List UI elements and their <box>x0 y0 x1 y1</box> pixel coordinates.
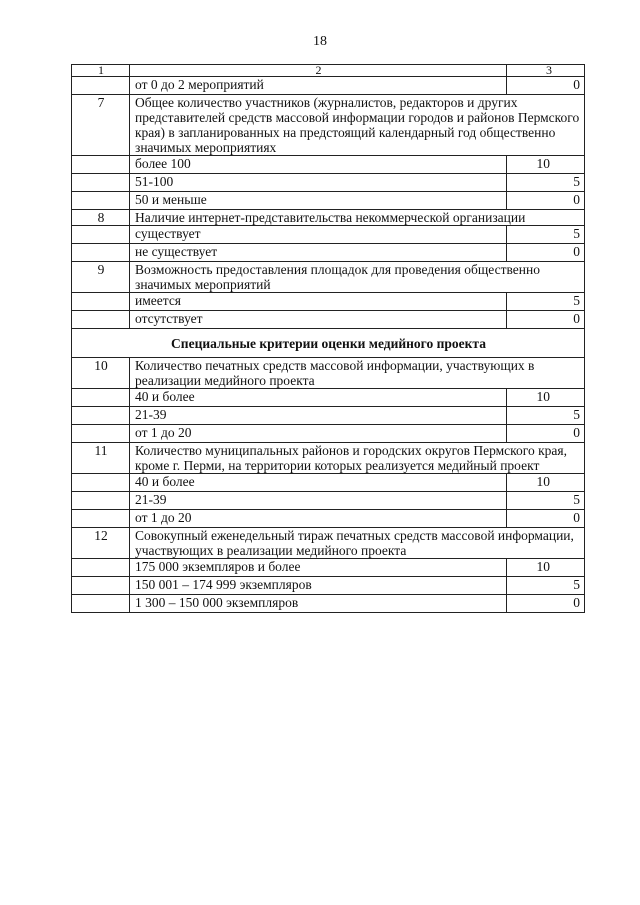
option-points: 0 <box>507 77 585 95</box>
criterion-row <box>72 210 585 226</box>
option-text: отсутствует <box>130 311 507 329</box>
option-row <box>72 293 585 311</box>
option-row <box>72 77 585 95</box>
option-points: 0 <box>507 425 585 443</box>
option-number-cell <box>72 174 130 192</box>
option-number-cell <box>72 407 130 425</box>
option-number-cell <box>72 77 130 95</box>
option-number-cell <box>72 559 130 577</box>
option-number-cell <box>72 425 130 443</box>
option-text: 175 000 экземпляров и более <box>130 559 507 577</box>
page-number: 18 <box>313 34 327 49</box>
option-number-cell <box>72 595 130 613</box>
criterion-row <box>72 443 585 474</box>
option-row <box>72 474 585 492</box>
option-points: 5 <box>507 226 585 244</box>
option-row <box>72 192 585 210</box>
option-row <box>72 559 585 577</box>
option-row <box>72 244 585 262</box>
option-points: 5 <box>507 174 585 192</box>
section-heading: Специальные критерии оценки медийного проекта <box>72 329 585 358</box>
option-points: 5 <box>507 293 585 311</box>
criterion-text: Возможность предоставления площадок для проведения общественно значимых мероприятий <box>130 262 585 293</box>
option-text: 50 и меньше <box>130 192 507 210</box>
option-number-cell <box>72 510 130 528</box>
option-text: 40 и более <box>130 474 507 492</box>
header-col-3: 3 <box>507 65 585 77</box>
option-row <box>72 595 585 613</box>
option-points: 0 <box>507 595 585 613</box>
option-text: 21-39 <box>130 492 507 510</box>
option-points: 0 <box>507 510 585 528</box>
option-points: 5 <box>507 492 585 510</box>
section-heading-row <box>72 329 585 358</box>
option-points: 10 <box>507 474 585 492</box>
option-text: от 1 до 20 <box>130 425 507 443</box>
criterion-row <box>72 528 585 559</box>
option-row <box>72 425 585 443</box>
criterion-number: 8 <box>72 210 130 226</box>
option-points: 0 <box>507 244 585 262</box>
option-text: существует <box>130 226 507 244</box>
option-text: не существует <box>130 244 507 262</box>
option-text: 150 001 – 174 999 экземпляров <box>130 577 507 595</box>
option-row <box>72 226 585 244</box>
option-text: от 1 до 20 <box>130 510 507 528</box>
option-row <box>72 311 585 329</box>
option-points: 5 <box>507 577 585 595</box>
criterion-number: 11 <box>72 443 130 474</box>
option-number-cell <box>72 577 130 595</box>
option-row <box>72 492 585 510</box>
option-text: более 100 <box>130 156 507 174</box>
option-row <box>72 156 585 174</box>
criterion-text: Общее количество участников (журналистов, редакторов и других представителей средств массовой информации городов и районов Пермского края) в запланированных на предстоящий календарный год общественно значимых мероприятиях <box>130 95 585 156</box>
option-number-cell <box>72 226 130 244</box>
option-number-cell <box>72 192 130 210</box>
option-row <box>72 407 585 425</box>
criterion-number: 9 <box>72 262 130 293</box>
option-points: 5 <box>507 407 585 425</box>
criterion-text: Количество печатных средств массовой информации, участвующих в реализации медийного проекта <box>130 358 585 389</box>
option-number-cell <box>72 311 130 329</box>
criterion-number: 12 <box>72 528 130 559</box>
criterion-text: Наличие интернет-представительства некоммерческой организации <box>130 210 585 226</box>
option-number-cell <box>72 492 130 510</box>
criterion-number: 10 <box>72 358 130 389</box>
criterion-text: Количество муниципальных районов и городских округов Пермского края, кроме г. Перми, на территории которых реализуется медийный проект <box>130 443 585 474</box>
option-number-cell <box>72 244 130 262</box>
header-col-1: 1 <box>72 65 130 77</box>
criterion-number: 7 <box>72 95 130 156</box>
option-points: 0 <box>507 311 585 329</box>
option-points: 10 <box>507 156 585 174</box>
option-points: 0 <box>507 192 585 210</box>
option-points: 10 <box>507 559 585 577</box>
option-number-cell <box>72 389 130 407</box>
option-number-cell <box>72 474 130 492</box>
option-text: 21-39 <box>130 407 507 425</box>
criterion-row <box>72 358 585 389</box>
option-points: 10 <box>507 389 585 407</box>
option-text: 51-100 <box>130 174 507 192</box>
option-text: 1 300 – 150 000 экземпляров <box>130 595 507 613</box>
option-number-cell <box>72 156 130 174</box>
header-col-2: 2 <box>130 65 507 77</box>
option-row <box>72 577 585 595</box>
criterion-row <box>72 262 585 293</box>
option-text: имеется <box>130 293 507 311</box>
option-number-cell <box>72 293 130 311</box>
criterion-row <box>72 95 585 156</box>
option-row <box>72 174 585 192</box>
option-row <box>72 389 585 407</box>
option-text: 40 и более <box>130 389 507 407</box>
table-header-row <box>72 65 585 77</box>
option-text: от 0 до 2 мероприятий <box>130 77 507 95</box>
criterion-text: Совокупный еженедельный тираж печатных средств массовой информации, участвующих в реализации медийного проекта <box>130 528 585 559</box>
criteria-table <box>71 64 585 613</box>
option-row <box>72 510 585 528</box>
